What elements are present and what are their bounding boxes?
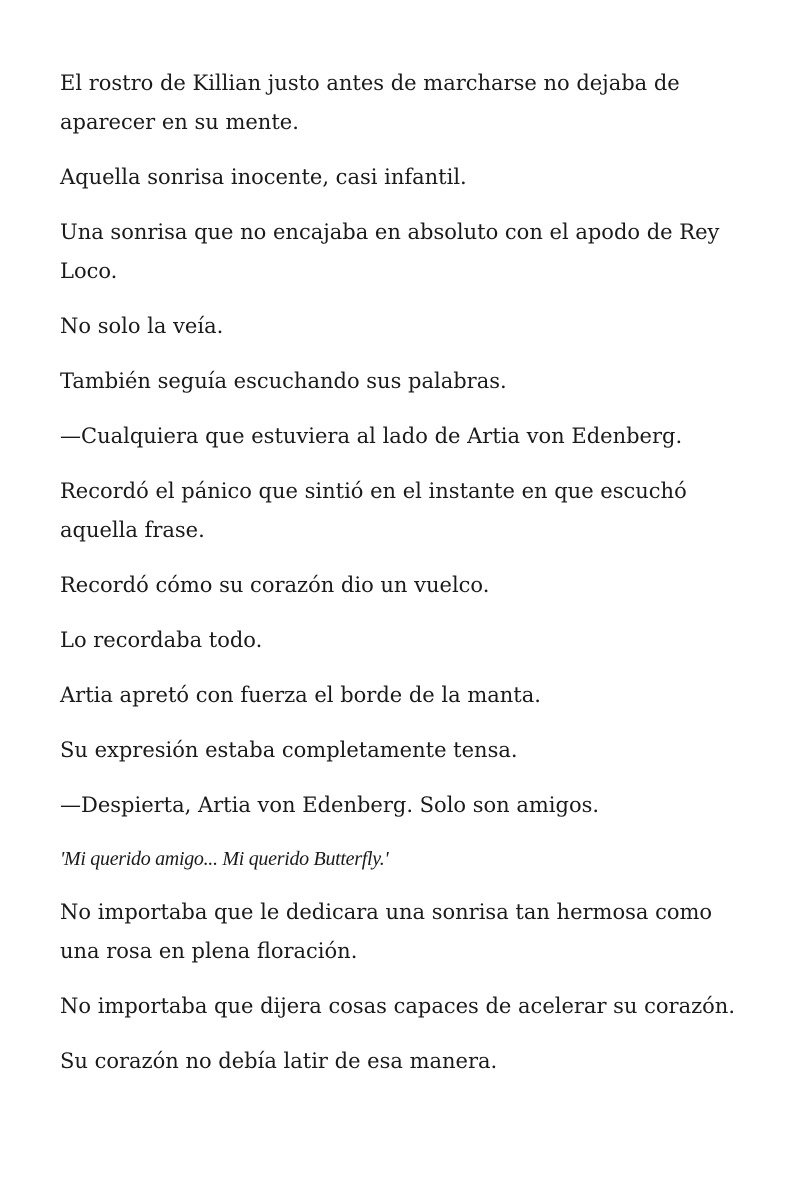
- paragraph: No importaba que dijera cosas capaces de acelerar su corazón.: [60, 994, 736, 1018]
- thought-paragraph: 'Mi querido amigo... Mi querido Butterfly.': [60, 848, 389, 870]
- paragraph: Recordó cómo su corazón dio un vuelco.: [60, 573, 490, 597]
- paragraph: Lo recordaba todo.: [60, 628, 263, 652]
- paragraph: El rostro de Killian justo antes de marcharse no dejaba de aparecer en su mente.: [60, 71, 680, 134]
- paragraph: Su expresión estaba completamente tensa.: [60, 738, 518, 762]
- paragraph: También seguía escuchando sus palabras.: [60, 369, 507, 393]
- paragraph: Su corazón no debía latir de esa manera.: [60, 1049, 498, 1073]
- dialogue-paragraph: —Cualquiera que estuviera al lado de Artia von Edenberg.: [60, 424, 683, 448]
- paragraph: Recordó el pánico que sintió en el instante en que escuchó aquella frase.: [60, 479, 687, 542]
- paragraph: Una sonrisa que no encajaba en absoluto con el apodo de Rey Loco.: [60, 220, 720, 283]
- document-page: [60, 64, 740, 1097]
- paragraph: Aquella sonrisa inocente, casi infantil.: [60, 165, 467, 189]
- dialogue-paragraph: —Despierta, Artia von Edenberg. Solo son amigos.: [60, 793, 600, 817]
- paragraph: No importaba que le dedicara una sonrisa tan hermosa como una rosa en plena floración.: [60, 900, 713, 963]
- paragraph: No solo la veía.: [60, 314, 224, 338]
- paragraph: Artia apretó con fuerza el borde de la manta.: [60, 683, 541, 707]
